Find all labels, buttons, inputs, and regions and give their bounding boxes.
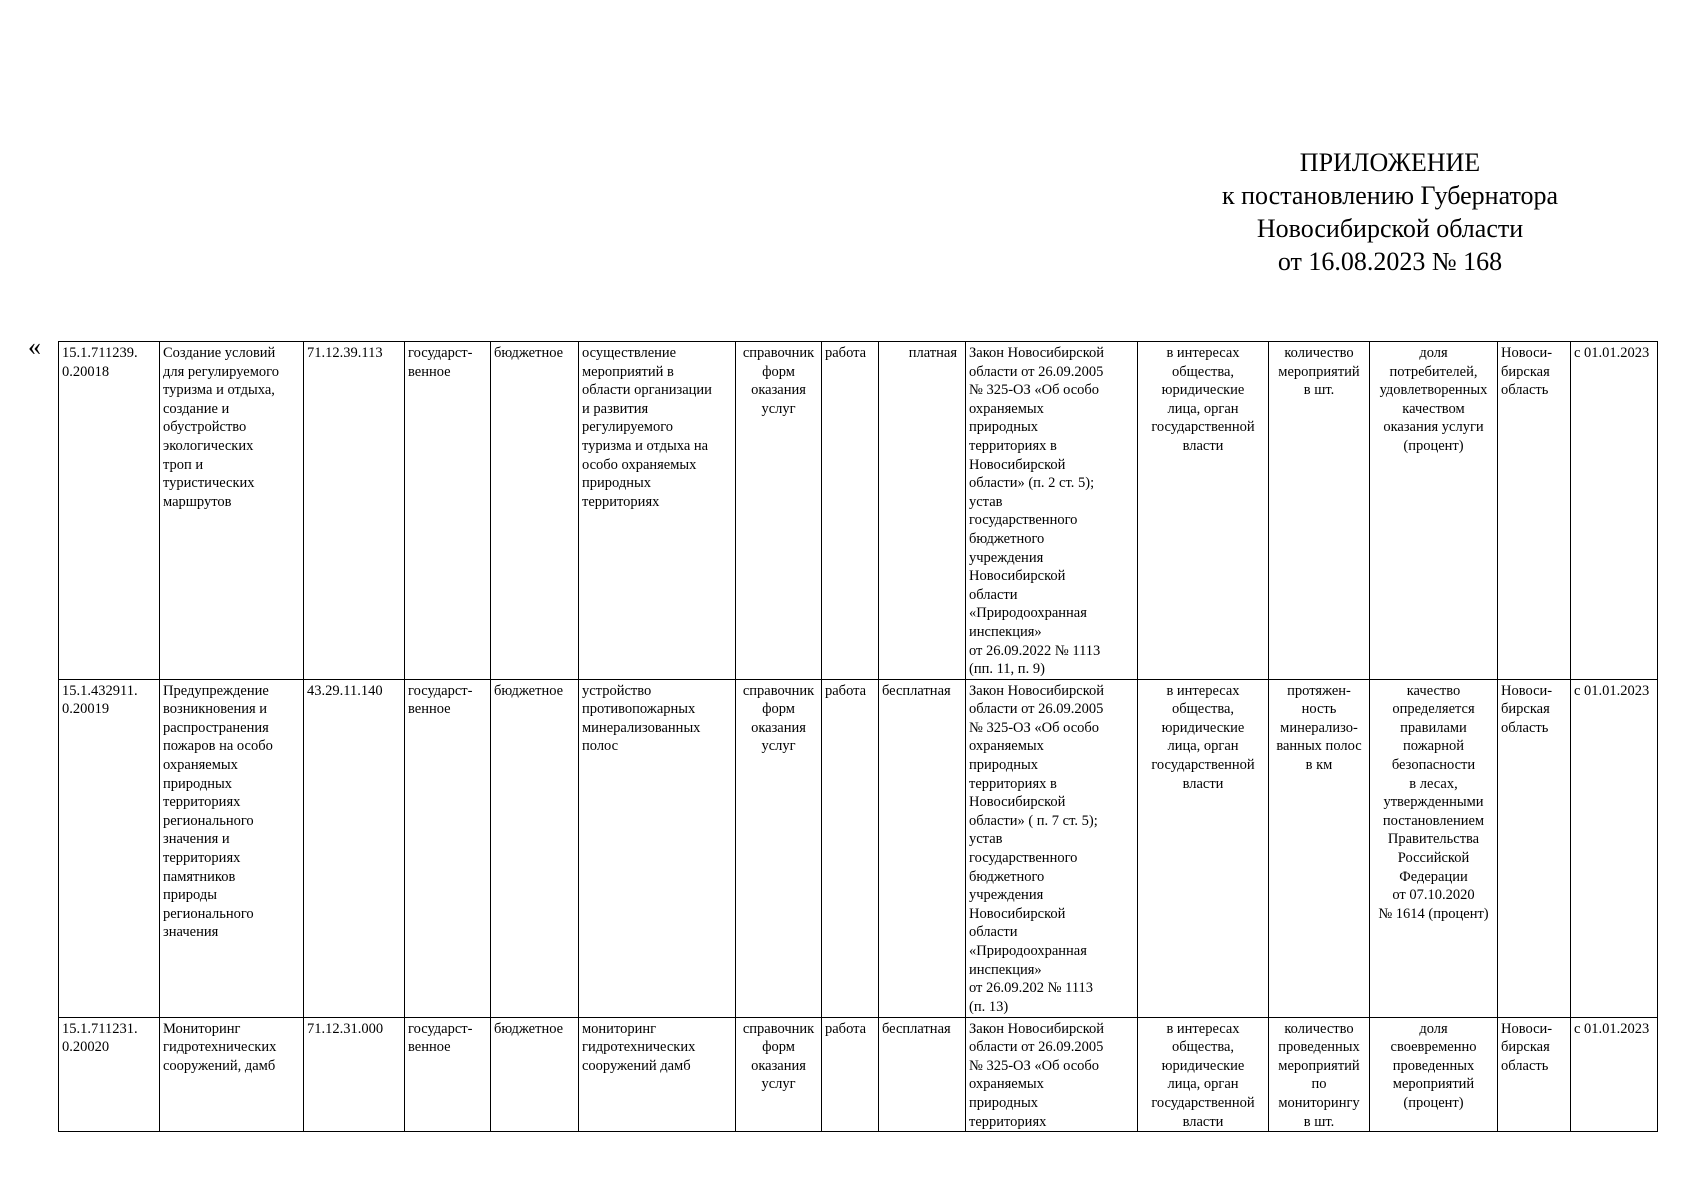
cell-service-content: устройство противопожарных минерализованных полос (579, 679, 736, 1017)
cell-ownership: государст- венное (405, 679, 491, 1017)
cell-volume-indicator: протяжен- ность минерализо- ванных полос в км (1269, 679, 1370, 1017)
table-row (59, 1017, 1658, 1132)
cell-quality-indicator: качество определяется правилами пожарной безопасности в лесах, утвержденными постановлением Правительства Российской Федерации от 07.10.2020 № 1614 (процент) (1370, 679, 1498, 1017)
services-registry-table (58, 341, 1658, 1132)
cell-ownership: государст- венное (405, 1017, 491, 1132)
cell-service-name: Предупреждение возникновения и распространения пожаров на особо охраняемых природных территориях регионального значения и территориях памятников природы регионального значения (160, 679, 304, 1017)
cell-payment-type: бесплатная (879, 1017, 966, 1132)
cell-service-name: Создание условий для регулируемого туризма и отдыха, создание и обустройство экологических троп и туристических маршрутов (160, 342, 304, 680)
cell-service-form: справочник форм оказания услуг (736, 342, 822, 680)
cell-service-name: Мониторинг гидротехнических сооружений, дамб (160, 1017, 304, 1132)
cell-territory: Новоси- бирская область (1498, 342, 1571, 680)
cell-legal-basis: Закон Новосибирской области от 26.09.2005 № 325-ОЗ «Об особо охраняемых природных территориях в Новосибирской области» ( п. 7 ст. 5); устав государственного бюджетного учреждения Новосибирской области «Природоохранная инспекция» от 26.09.202 № 1113 (п. 13) (966, 679, 1138, 1017)
cell-territory: Новоси- бирская область (1498, 679, 1571, 1017)
cell-registry-code: 15.1.432911. 0.20019 (59, 679, 160, 1017)
appendix-header (1180, 146, 1600, 278)
cell-service-form: справочник форм оказания услуг (736, 679, 822, 1017)
table-row (59, 342, 1658, 680)
cell-registry-code: 15.1.711231. 0.20020 (59, 1017, 160, 1132)
cell-institution-type: бюджетное (491, 342, 579, 680)
cell-okved-code: 71.12.31.000 (304, 1017, 405, 1132)
cell-service-form: справочник форм оказания услуг (736, 1017, 822, 1132)
cell-registry-code: 15.1.711239. 0.20018 (59, 342, 160, 680)
appendix-resolution-line: к постановлению Губернатора (1221, 181, 1559, 210)
cell-service-content: осуществление мероприятий в области организации и развития регулируемого туризма и отдыха на особо охраняемых природных территориях (579, 342, 736, 680)
appendix-region-line: Новосибирской области (1256, 214, 1524, 243)
cell-okved-code: 71.12.39.113 (304, 342, 405, 680)
cell-payment-type: платная (879, 342, 966, 680)
cell-territory: Новоси- бирская область (1498, 1017, 1571, 1132)
cell-consumer-category: в интересах общества, юридические лица, орган государственной власти (1138, 679, 1269, 1017)
cell-volume-indicator: количество мероприятий в шт. (1269, 342, 1370, 680)
cell-volume-indicator: количество проведенных мероприятий по мониторингу в шт. (1269, 1017, 1370, 1132)
cell-legal-basis: Закон Новосибирской области от 26.09.2005 № 325-ОЗ «Об особо охраняемых природных территориях в Новосибирской области» (п. 2 ст. 5); устав государственного бюджетного учреждения Новосибирской области «Природоохранная инспекция» от 26.09.2022 № 1113 (пп. 11, п. 9) (966, 342, 1138, 680)
cell-start-date: с 01.01.2023 (1571, 342, 1658, 680)
appendix-title: ПРИЛОЖЕНИЕ (1299, 148, 1481, 177)
appendix-date-number: от 16.08.2023 № 168 (1277, 247, 1503, 276)
cell-quality-indicator: доля потребителей, удовлетворенных качеством оказания услуги (процент) (1370, 342, 1498, 680)
cell-service-kind: работа (822, 342, 879, 680)
cell-consumer-category: в интересах общества, юридические лица, орган государственной власти (1138, 1017, 1269, 1132)
cell-institution-type: бюджетное (491, 1017, 579, 1132)
table-row (59, 679, 1658, 1017)
cell-start-date: с 01.01.2023 (1571, 679, 1658, 1017)
cell-okved-code: 43.29.11.140 (304, 679, 405, 1017)
cell-service-content: мониторинг гидротехнических сооружений дамб (579, 1017, 736, 1132)
opening-quote-mark: « (28, 332, 41, 361)
cell-service-kind: работа (822, 679, 879, 1017)
cell-start-date: с 01.01.2023 (1571, 1017, 1658, 1132)
cell-payment-type: бесплатная (879, 679, 966, 1017)
cell-service-kind: работа (822, 1017, 879, 1132)
cell-consumer-category: в интересах общества, юридические лица, орган государственной власти (1138, 342, 1269, 680)
cell-legal-basis: Закон Новосибирской области от 26.09.2005 № 325-ОЗ «Об особо охраняемых природных территориях (966, 1017, 1138, 1132)
cell-ownership: государст- венное (405, 342, 491, 680)
cell-quality-indicator: доля своевременно проведенных мероприятий (процент) (1370, 1017, 1498, 1132)
cell-institution-type: бюджетное (491, 679, 579, 1017)
